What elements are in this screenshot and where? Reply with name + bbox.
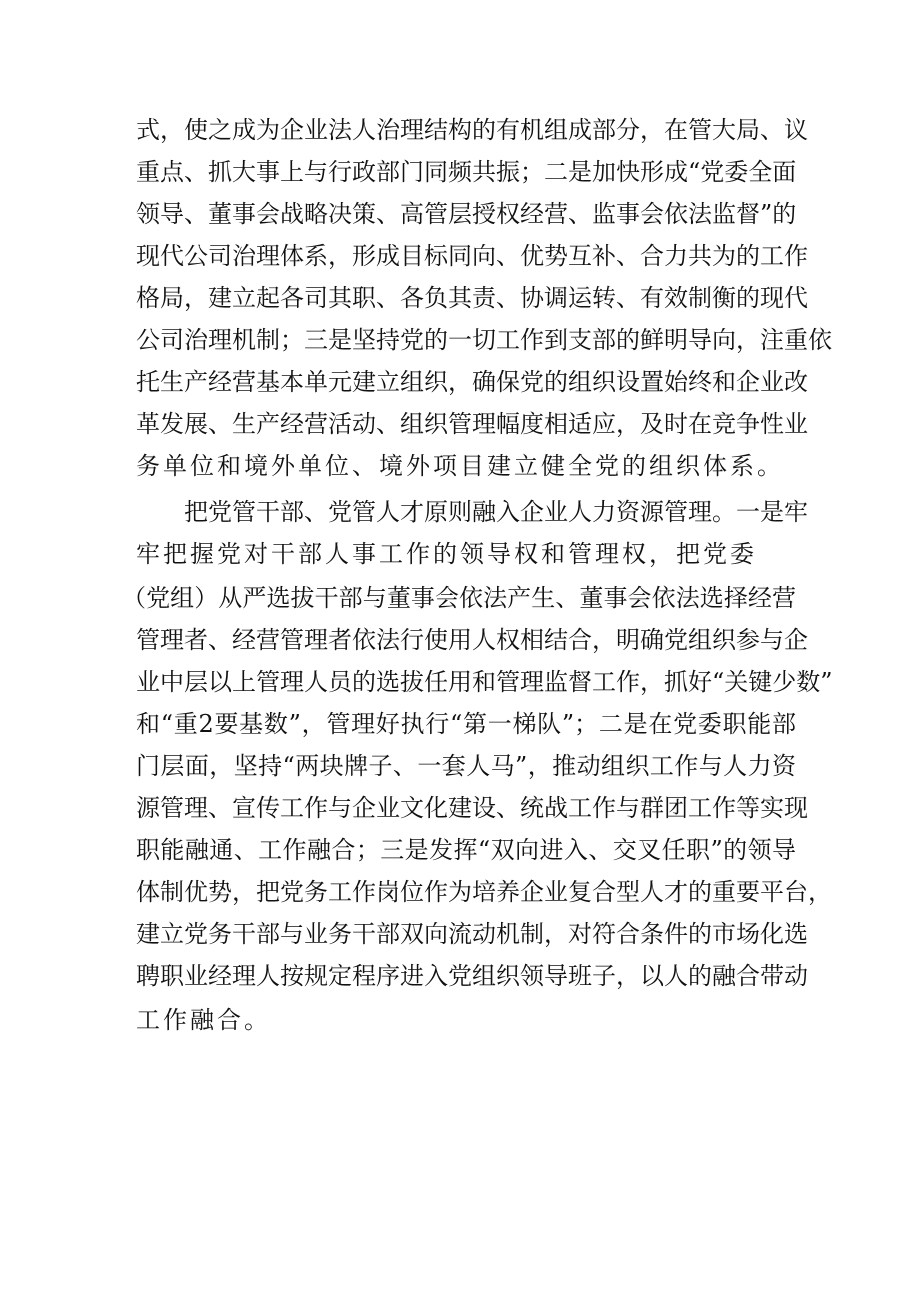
paragraph-2-line-10: 体制优势，把党务工作岗位作为培养企业复合型人才的重要平台， bbox=[136, 878, 832, 906]
text-line-5: 格局，建立起各司其职、各负其责、协调运转、有效制衡的现代 bbox=[136, 284, 808, 312]
paragraph-2-line-5: 业中层以上管理人员的选拔任用和管理监督工作，抓好“关键少数” bbox=[136, 668, 833, 696]
text-line-9: 务单位和境外单位、境外项目建立健全党的组织体系。 bbox=[136, 452, 784, 480]
paragraph-2-line-7: 门层面，坚持“两块牌子、一套人马”，推动组织工作与人力资 bbox=[136, 752, 796, 780]
text-line-3: 领导、董事会战略决策、高管层授权经营、监事会依法监督”的 bbox=[136, 200, 797, 228]
text-line-6: 公司治理机制；三是坚持党的一切工作到支部的鲜明导向，注重依 bbox=[136, 326, 832, 354]
text-line-2: 重点、抓大事上与行政部门同频共振；二是加快形成“党委全面 bbox=[136, 158, 797, 186]
paragraph-2-line-8: 源管理、宣传工作与企业文化建设、统战工作与群团工作等实现 bbox=[136, 794, 808, 822]
text-line-4: 现代公司治理体系，形成目标同向、优势互补、合力共为的工作 bbox=[136, 242, 808, 270]
text-line-8: 革发展、生产经营活动、组织管理幅度相适应，及时在竞争性业 bbox=[136, 410, 808, 438]
paragraph-2-line-13: 工作融合。 bbox=[136, 1006, 271, 1034]
paragraph-2-line-1: 把党管干部、党管人才原则融入企业人力资源管理。一是牢 bbox=[184, 498, 808, 526]
paragraph-2-line-4: 管理者、经营管理者依法行使用人权相结合，明确党组织参与企 bbox=[136, 626, 808, 654]
text-line-7: 托生产经营基本单元建立组织，确保党的组织设置始终和企业改 bbox=[136, 368, 808, 396]
paragraph-2-line-12: 聘职业经理人按规定程序进入党组织领导班子，以人的融合带动 bbox=[136, 962, 808, 990]
paragraph-2-line-9: 职能融通、工作融合；三是发挥“双向进入、交叉任职”的领导 bbox=[136, 836, 796, 864]
text-line-1: 式，使之成为企业法人治理结构的有机组成部分，在管大局、议 bbox=[136, 116, 808, 144]
paragraph-2-line-6: 和“重2要基数”，管理好执行“第一梯队”；二是在党委职能部 bbox=[136, 710, 796, 738]
paragraph-2-line-11: 建立党务干部与业务干部双向流动机制，对符合条件的市场化选 bbox=[136, 920, 808, 948]
paragraph-2-line-2: 牢把握党对干部人事工作的领导权和管理权，把党委 bbox=[136, 540, 757, 568]
paragraph-2-line-3: （党组）从严选拔干部与董事会依法产生、董事会依法选择经营 bbox=[122, 584, 796, 612]
